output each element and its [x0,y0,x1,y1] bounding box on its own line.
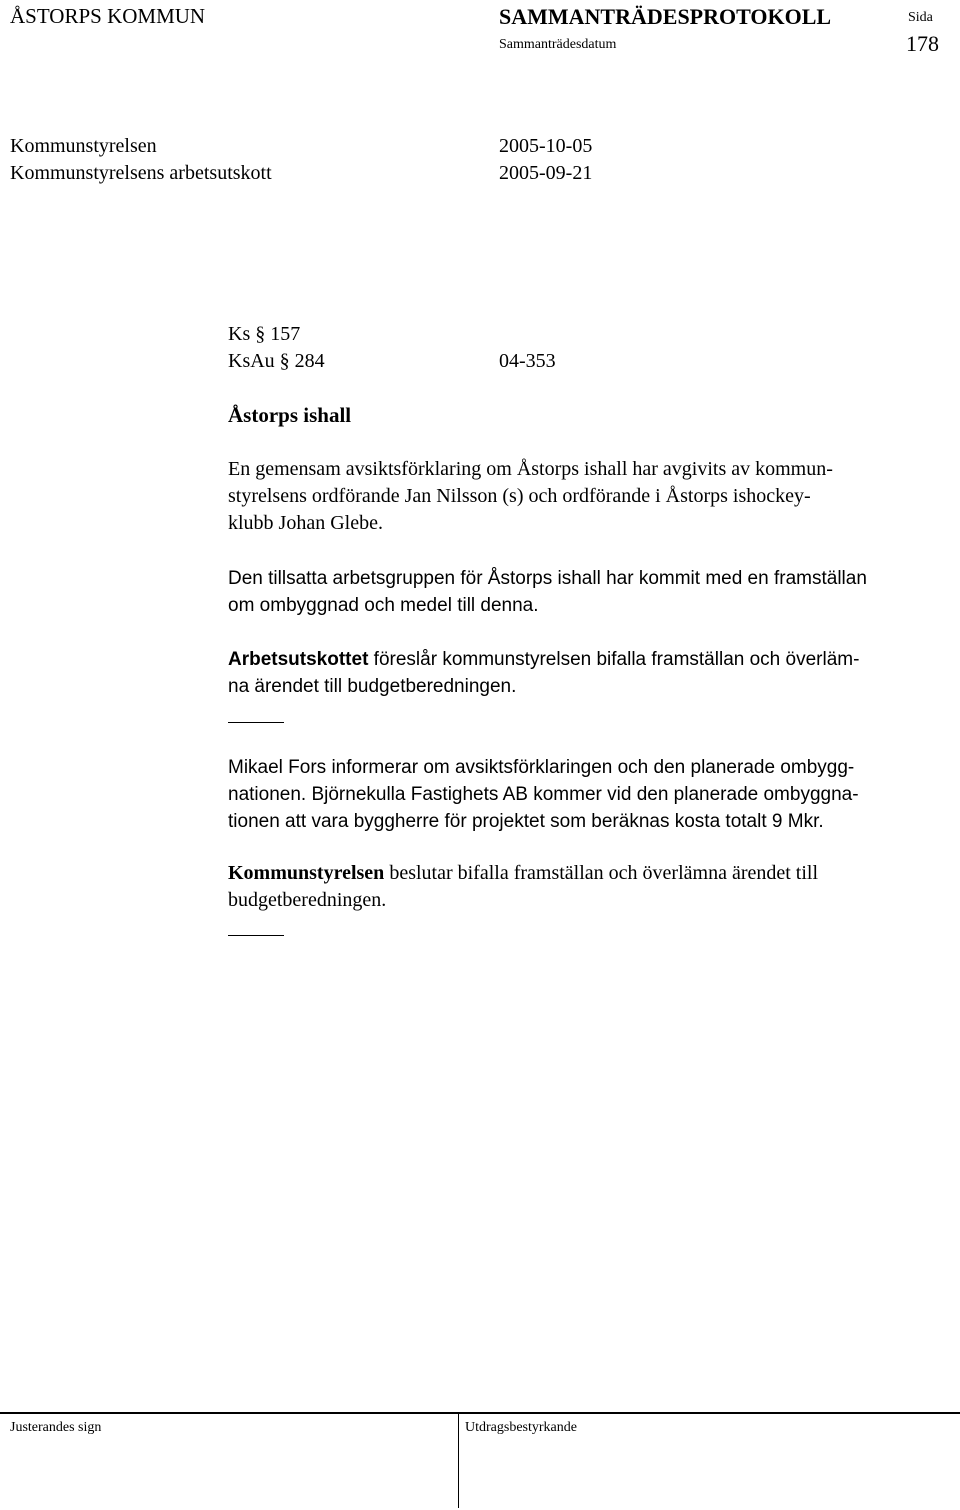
section-divider [228,935,284,936]
paragraph-line: En gemensam avsiktsförklaring om Åstorps ishall har avgivits av kommun- [228,458,833,480]
meeting-name: Kommunstyrelsen [10,135,157,157]
paragraph-line: nationen. Björnekulla Fastighets AB kommer vid den planerade ombyggna- [228,784,859,805]
page-label: Sida [908,10,933,25]
meeting-name: Kommunstyrelsens arbetsutskott [10,162,272,184]
footer-divider [0,1412,960,1414]
meeting-date: 2005-09-21 [499,162,593,184]
document-type: SAMMANTRÄDESPROTOKOLL [499,4,832,29]
paragraph-committee-proposal [228,646,943,700]
meeting-date: 2005-10-05 [499,135,593,157]
municipality-name: ÅSTORPS KOMMUN [10,4,206,28]
paragraph-line [228,646,943,673]
paragraph-line: Den tillsatta arbetsgruppen för Åstorps ishall har kommit med en framställan [228,568,867,589]
paragraph-line: om ombyggnad och medel till denna. [228,595,539,616]
footer-column-divider [458,1412,459,1508]
committee-name: Arbetsutskottet [228,649,369,670]
ks-reference: Ks § 157 [228,323,301,345]
paragraph-line [228,860,943,887]
paragraph-decision [228,860,943,914]
paragraph-line: budgetberedningen. [228,889,387,911]
paragraph-line: Mikael Fors informerar om avsiktsförklaringen och den planerade ombygg- [228,757,855,778]
meeting-date-label: Sammanträdesdatum [499,37,617,52]
paragraph-line: tionen att vara byggherre för projektet som beräknas kosta totalt 9 Mkr. [228,811,824,832]
certification-label: Utdragsbestyrkande [465,1420,577,1435]
paragraph-line: na ärendet till budgetberedningen. [228,676,517,697]
proposal-text: föreslår kommunstyrelsen bifalla framställan och överläm- [368,649,860,670]
case-number: 04-353 [499,350,556,372]
paragraph-declaration [228,456,943,537]
signature-label: Justerandes sign [10,1420,102,1435]
decision-text: beslutar bifalla framställan och överlämna ärendet till [384,862,819,884]
paragraph-working-group [228,565,943,619]
ksau-reference: KsAu § 284 [228,350,325,372]
case-title: Åstorps ishall [228,403,352,427]
paragraph-line: styrelsens ordförande Jan Nilsson (s) och ordförande i Åstorps ishockey- [228,485,811,507]
paragraph-information [228,754,943,835]
page-number: 178 [906,31,939,56]
section-divider [228,722,284,723]
paragraph-line: klubb Johan Glebe. [228,512,383,534]
board-name: Kommunstyrelsen [228,862,385,884]
